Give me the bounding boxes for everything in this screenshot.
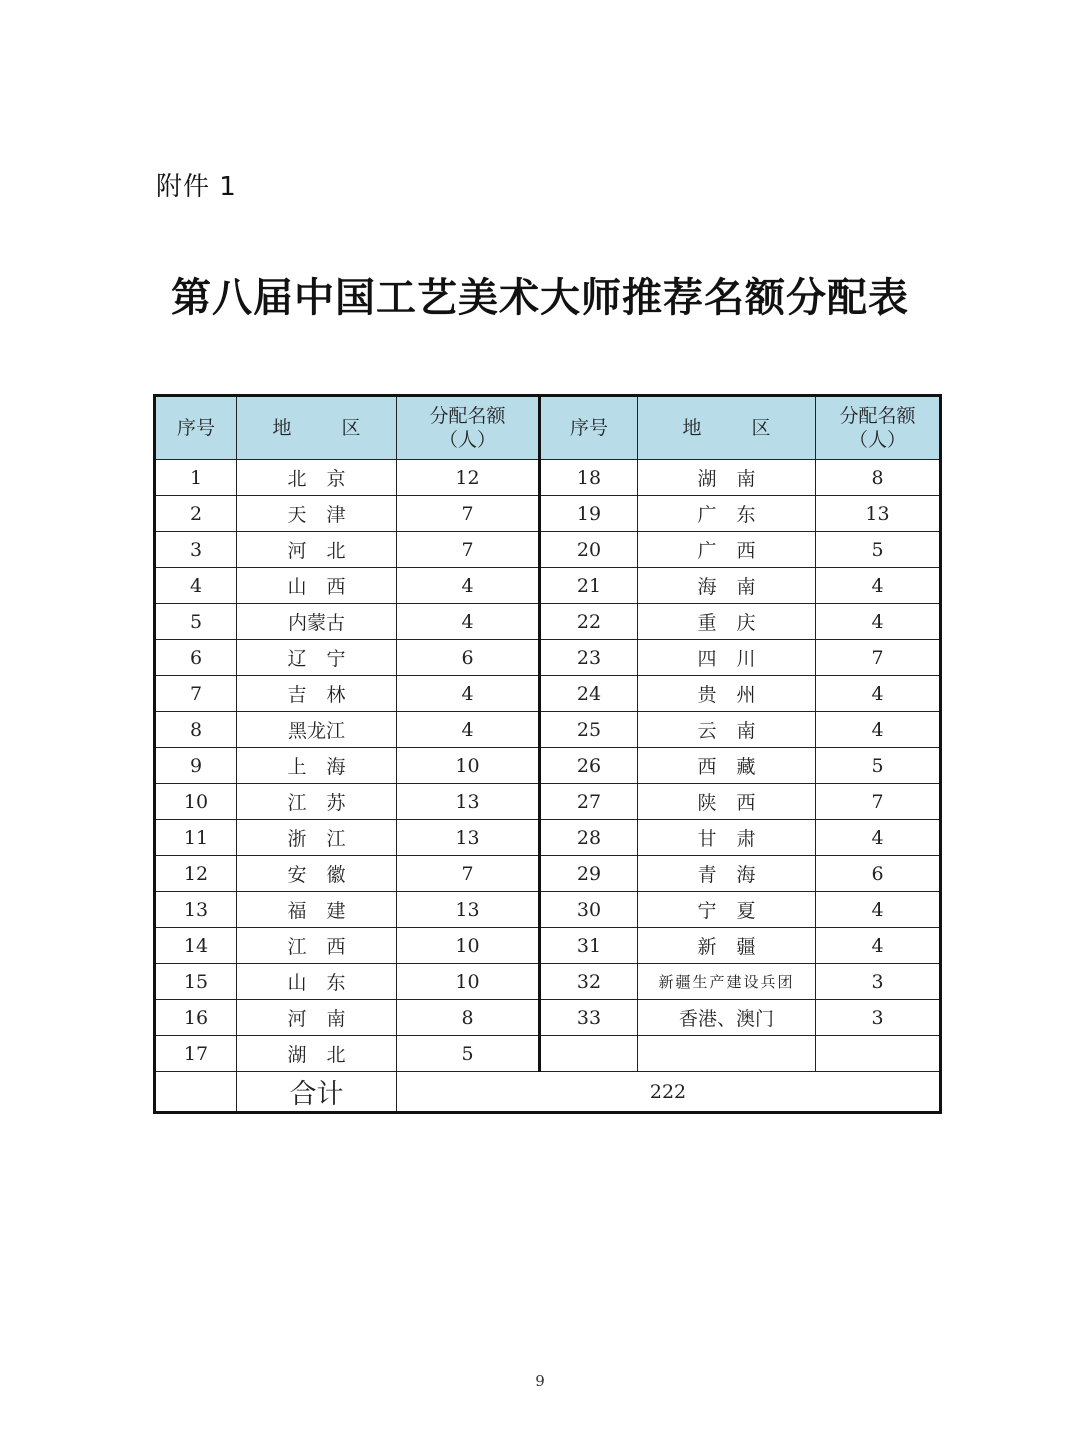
seq-cell: 10 xyxy=(155,784,237,820)
table-row xyxy=(155,820,941,856)
attachment-label: 附件 1 xyxy=(156,172,237,202)
region-cell-right: 青海 xyxy=(638,856,816,892)
quota-table xyxy=(153,394,942,1114)
region-cell-right: 广西 xyxy=(638,532,816,568)
quota-cell-right: 4 xyxy=(816,820,941,856)
quota-cell-right: 13 xyxy=(816,496,941,532)
seq-cell: 5 xyxy=(155,604,237,640)
seq-cell: 16 xyxy=(155,1000,237,1036)
quota-cell-right: 8 xyxy=(816,460,941,496)
region-cell: 河北 xyxy=(237,532,397,568)
region-cell: 辽宁 xyxy=(237,640,397,676)
region-cell-right: 新疆生产建设兵团 xyxy=(638,964,816,1000)
seq-cell: 9 xyxy=(155,748,237,784)
header-quota xyxy=(397,396,540,460)
quota-cell-right: 3 xyxy=(816,1000,941,1036)
page-number: 9 xyxy=(535,1372,545,1390)
seq-cell-right: 26 xyxy=(540,748,638,784)
seq-cell: 15 xyxy=(155,964,237,1000)
table-row xyxy=(155,784,941,820)
region-cell: 天津 xyxy=(237,496,397,532)
seq-cell: 8 xyxy=(155,712,237,748)
seq-cell-right: 24 xyxy=(540,676,638,712)
quota-cell: 10 xyxy=(397,748,540,784)
region-cell-right: 重庆 xyxy=(638,604,816,640)
table-row xyxy=(155,676,941,712)
seq-cell-right: 25 xyxy=(540,712,638,748)
total-blank-cell xyxy=(155,1072,237,1113)
header-region-right: 地 区 xyxy=(638,396,816,460)
region-cell: 湖北 xyxy=(237,1036,397,1072)
seq-cell: 2 xyxy=(155,496,237,532)
region-cell-right: 西藏 xyxy=(638,748,816,784)
quota-cell: 7 xyxy=(397,532,540,568)
header-quota-line1: 分配名额 xyxy=(429,405,506,427)
table-row xyxy=(155,712,941,748)
quota-cell: 4 xyxy=(397,568,540,604)
quota-cell: 7 xyxy=(397,496,540,532)
seq-cell-right: 28 xyxy=(540,820,638,856)
quota-cell-right: 5 xyxy=(816,748,941,784)
quota-cell: 4 xyxy=(397,712,540,748)
region-cell-right: 宁夏 xyxy=(638,892,816,928)
region-cell: 北京 xyxy=(237,460,397,496)
quota-cell: 5 xyxy=(397,1036,540,1072)
total-value: 222 xyxy=(397,1072,941,1113)
quota-cell: 10 xyxy=(397,928,540,964)
seq-cell: 1 xyxy=(155,460,237,496)
region-cell: 江苏 xyxy=(237,784,397,820)
table-row xyxy=(155,496,941,532)
quota-cell: 10 xyxy=(397,964,540,1000)
region-cell-right: 海南 xyxy=(638,568,816,604)
quota-cell: 8 xyxy=(397,1000,540,1036)
seq-cell-right: 20 xyxy=(540,532,638,568)
region-cell-right: 香港、澳门 xyxy=(638,1000,816,1036)
seq-cell: 17 xyxy=(155,1036,237,1072)
quota-cell: 7 xyxy=(397,856,540,892)
table-row xyxy=(155,568,941,604)
header-region: 地 区 xyxy=(237,396,397,460)
region-cell-right: 贵州 xyxy=(638,676,816,712)
quota-cell-right: 4 xyxy=(816,676,941,712)
header-seq: 序号 xyxy=(155,396,237,460)
region-cell-right xyxy=(638,1036,816,1072)
quota-cell-right: 4 xyxy=(816,604,941,640)
header-quota-right xyxy=(816,396,941,460)
region-cell-right: 陕西 xyxy=(638,784,816,820)
region-cell: 浙江 xyxy=(237,820,397,856)
header-quota-right-line1: 分配名额 xyxy=(839,405,916,427)
region-cell-right: 湖南 xyxy=(638,460,816,496)
region-cell-right: 甘肃 xyxy=(638,820,816,856)
seq-cell: 11 xyxy=(155,820,237,856)
quota-cell-right: 3 xyxy=(816,964,941,1000)
quota-cell-right: 5 xyxy=(816,532,941,568)
quota-cell-right xyxy=(816,1036,941,1072)
seq-cell: 4 xyxy=(155,568,237,604)
table-row xyxy=(155,640,941,676)
table-row xyxy=(155,1000,941,1036)
table-row xyxy=(155,532,941,568)
quota-cell-right: 7 xyxy=(816,640,941,676)
seq-cell-right: 33 xyxy=(540,1000,638,1036)
table-row xyxy=(155,1036,941,1072)
region-cell-right: 四川 xyxy=(638,640,816,676)
table-row xyxy=(155,460,941,496)
region-cell: 上海 xyxy=(237,748,397,784)
region-cell-right: 云南 xyxy=(638,712,816,748)
header-row xyxy=(155,396,941,460)
total-row xyxy=(155,1072,941,1113)
table-row xyxy=(155,856,941,892)
seq-cell: 7 xyxy=(155,676,237,712)
seq-cell-right: 31 xyxy=(540,928,638,964)
total-label: 合计 xyxy=(237,1072,397,1113)
seq-cell-right: 30 xyxy=(540,892,638,928)
seq-cell-right: 23 xyxy=(540,640,638,676)
seq-cell-right: 27 xyxy=(540,784,638,820)
quota-cell: 13 xyxy=(397,784,540,820)
seq-cell: 12 xyxy=(155,856,237,892)
header-seq-right: 序号 xyxy=(540,396,638,460)
region-cell: 安徽 xyxy=(237,856,397,892)
quota-cell-right: 4 xyxy=(816,892,941,928)
quota-cell: 13 xyxy=(397,892,540,928)
region-cell: 山东 xyxy=(237,964,397,1000)
region-cell: 河南 xyxy=(237,1000,397,1036)
quota-cell: 4 xyxy=(397,676,540,712)
seq-cell-right: 32 xyxy=(540,964,638,1000)
quota-cell-right: 4 xyxy=(816,712,941,748)
region-cell: 黑龙江 xyxy=(237,712,397,748)
quota-cell-right: 7 xyxy=(816,784,941,820)
region-cell: 福建 xyxy=(237,892,397,928)
region-cell-right: 广东 xyxy=(638,496,816,532)
region-cell-right: 新疆 xyxy=(638,928,816,964)
quota-cell: 12 xyxy=(397,460,540,496)
table-row xyxy=(155,928,941,964)
quota-cell: 4 xyxy=(397,604,540,640)
region-cell: 江西 xyxy=(237,928,397,964)
page-title: 第八届中国工艺美术大师推荐名额分配表 xyxy=(171,275,909,321)
quota-cell-right: 6 xyxy=(816,856,941,892)
seq-cell-right: 19 xyxy=(540,496,638,532)
quota-cell-right: 4 xyxy=(816,928,941,964)
seq-cell-right: 21 xyxy=(540,568,638,604)
seq-cell: 13 xyxy=(155,892,237,928)
header-quota-line2: （人） xyxy=(438,429,496,451)
seq-cell-right: 22 xyxy=(540,604,638,640)
region-cell: 内蒙古 xyxy=(237,604,397,640)
quota-cell: 6 xyxy=(397,640,540,676)
seq-cell-right: 29 xyxy=(540,856,638,892)
seq-cell-right xyxy=(540,1036,638,1072)
seq-cell: 14 xyxy=(155,928,237,964)
header-quota-right-line2: （人） xyxy=(848,429,906,451)
quota-cell-right: 4 xyxy=(816,568,941,604)
table-row xyxy=(155,748,941,784)
seq-cell: 6 xyxy=(155,640,237,676)
table-row xyxy=(155,892,941,928)
table-row xyxy=(155,964,941,1000)
quota-cell: 13 xyxy=(397,820,540,856)
seq-cell: 3 xyxy=(155,532,237,568)
seq-cell-right: 18 xyxy=(540,460,638,496)
region-cell: 吉林 xyxy=(237,676,397,712)
table-row xyxy=(155,604,941,640)
region-cell: 山西 xyxy=(237,568,397,604)
